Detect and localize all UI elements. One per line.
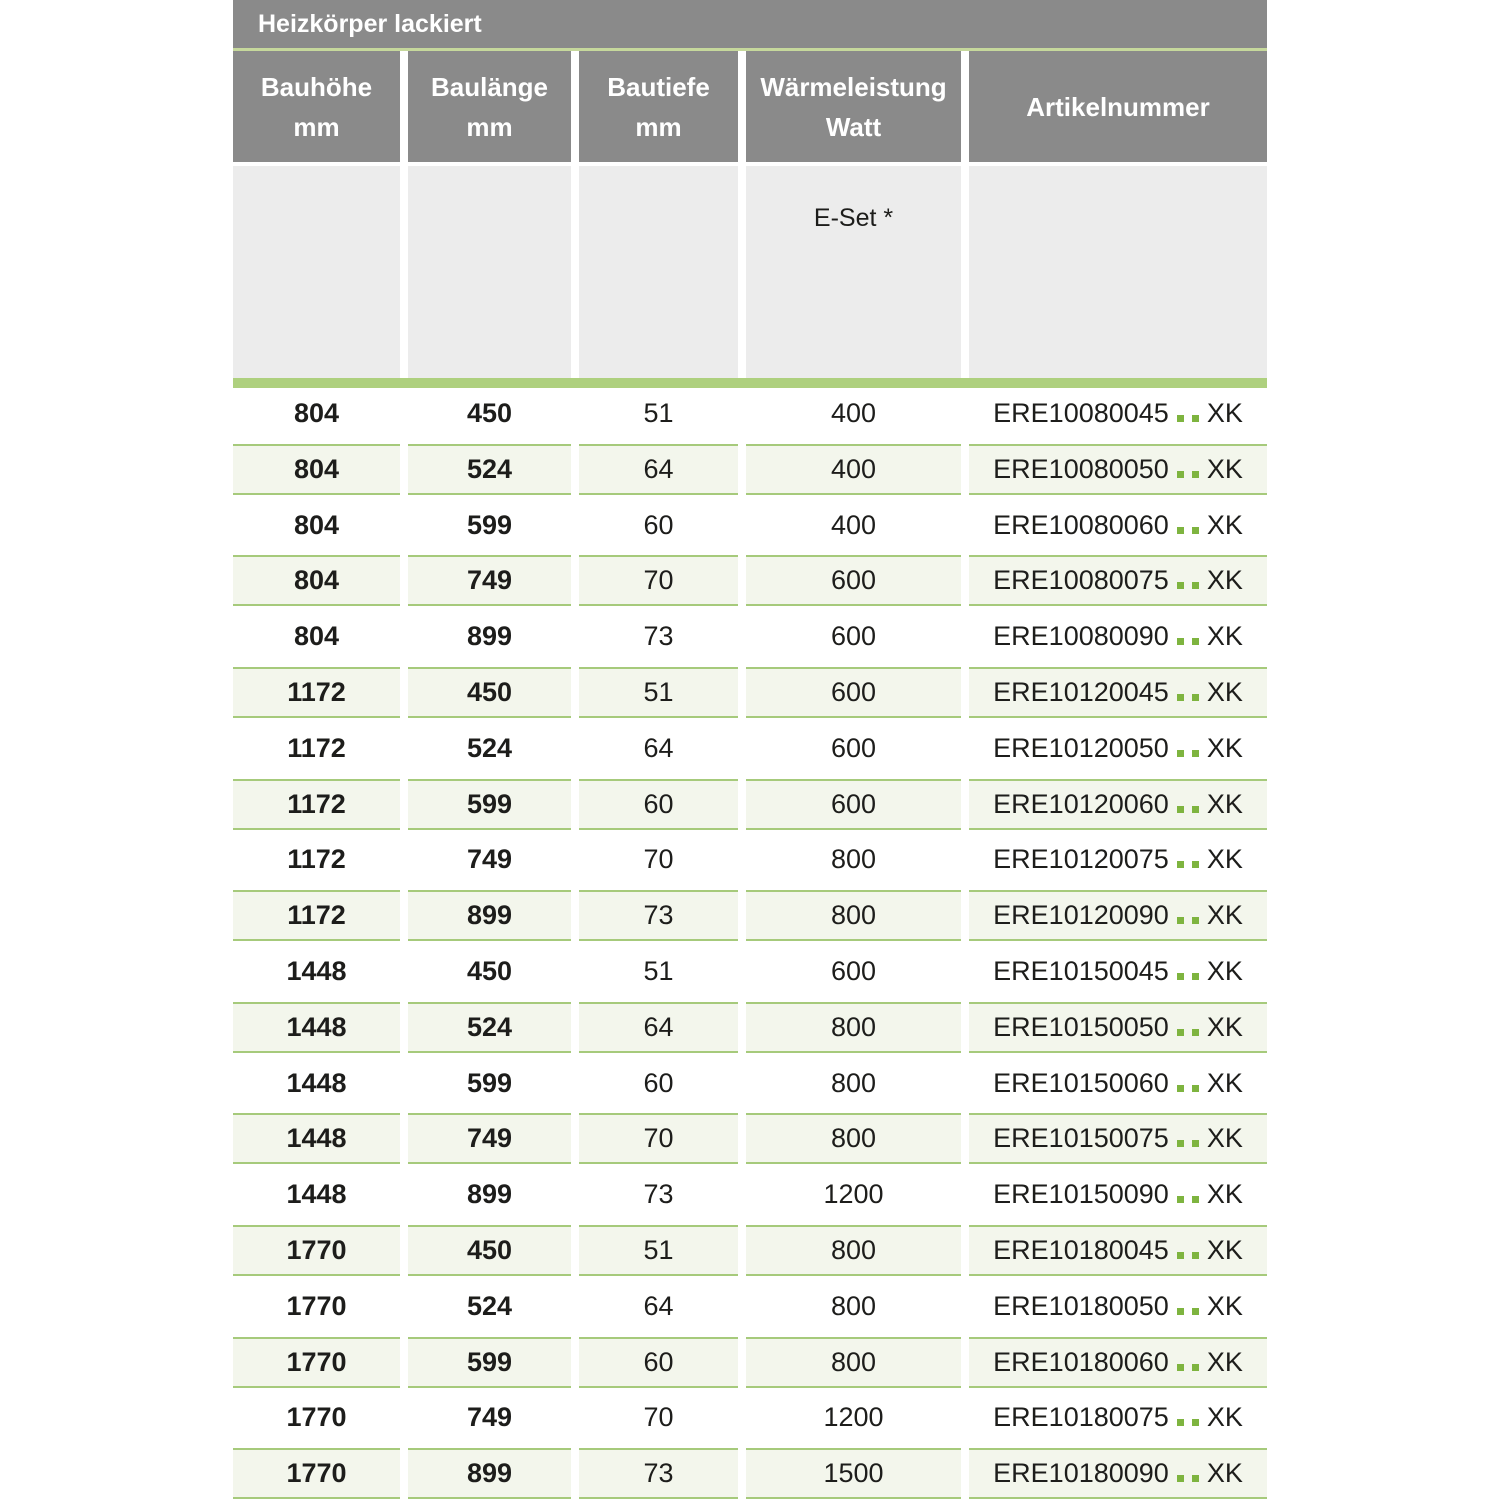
article-number: ERE10120045 XK <box>993 676 1243 707</box>
placeholder-dot-icon <box>1177 1196 1184 1203</box>
placeholder-dot-icon <box>1192 1364 1199 1371</box>
cell-waermeleistung: 800 <box>746 1337 961 1388</box>
subheader-row <box>233 166 1267 378</box>
header-label: Artikelnummer <box>1026 91 1210 122</box>
cell-baulaenge: 899 <box>408 890 571 941</box>
table-row <box>233 611 1267 662</box>
cell-baulaenge: 899 <box>466 1179 513 1210</box>
placeholder-dot-icon <box>1177 1029 1184 1036</box>
placeholder-dot-icon <box>1192 1029 1199 1036</box>
eset-label: E-Set * <box>813 204 894 232</box>
cell-baulaenge: 524 <box>408 444 571 495</box>
table-row <box>233 890 1267 941</box>
header-unit: Watt <box>825 111 882 142</box>
cell-baulaenge: 524 <box>408 1002 571 1053</box>
cell-bautiefe: 73 <box>643 621 674 652</box>
header-separator-line <box>233 378 1267 388</box>
cell-artikelnummer <box>969 1337 1267 1388</box>
cell-bauhoehe: 804 <box>293 398 340 428</box>
table-row <box>233 667 1267 718</box>
cell-waermeleistung: 400 <box>746 444 961 495</box>
table-row <box>233 1392 1267 1443</box>
cell-waermeleistung: 800 <box>746 1002 961 1053</box>
table-body <box>233 388 1267 1499</box>
placeholder-dot-icon <box>1177 638 1184 645</box>
cell-baulaenge: 899 <box>408 1448 571 1499</box>
cell-bautiefe: 64 <box>643 732 674 763</box>
table-row <box>233 500 1267 551</box>
cell-bauhoehe: 1172 <box>233 890 400 941</box>
placeholder-dot-icon <box>1192 1475 1199 1482</box>
cell-bautiefe: 60 <box>643 1067 674 1098</box>
cell-bauhoehe: 1448 <box>286 1067 347 1098</box>
header-label: Bauhöhe <box>260 71 373 102</box>
cell-bautiefe: 64 <box>643 1290 674 1321</box>
placeholder-dot-icon <box>1192 1308 1199 1315</box>
table-row <box>233 555 1267 606</box>
cell-bauhoehe: 1448 <box>233 1002 400 1053</box>
placeholder-dot-icon <box>1192 694 1199 701</box>
table-row <box>233 1448 1267 1499</box>
cell-artikelnummer <box>969 1392 1267 1443</box>
cell-baulaenge: 749 <box>408 1113 571 1164</box>
placeholder-dot-icon <box>1192 1140 1199 1147</box>
cell-waermeleistung: 800 <box>746 1113 961 1164</box>
cell-baulaenge: 749 <box>466 1402 513 1433</box>
cell-waermeleistung: 1200 <box>823 1402 884 1433</box>
cell-bauhoehe: 1172 <box>287 732 346 763</box>
cell-artikelnummer <box>969 1169 1267 1220</box>
cell-artikelnummer <box>969 1058 1267 1109</box>
cell-waermeleistung: 400 <box>830 398 877 428</box>
cell-bautiefe: 64 <box>579 444 738 495</box>
cell-bauhoehe: 1172 <box>233 667 400 718</box>
table-row <box>233 723 1267 774</box>
cell-baulaenge: 599 <box>408 1337 571 1388</box>
placeholder-dot-icon <box>1177 1140 1184 1147</box>
column-header-row <box>233 51 1267 162</box>
cell-bautiefe: 70 <box>643 1402 674 1433</box>
cell-bauhoehe: 1448 <box>286 955 347 986</box>
header-artikelnummer <box>969 51 1267 162</box>
header-bauhoehe <box>233 51 400 162</box>
cell-bauhoehe: 1448 <box>233 1113 400 1164</box>
header-label: Bautiefe <box>607 71 710 102</box>
header-unit: mm <box>635 111 682 142</box>
placeholder-dot-icon <box>1192 1252 1199 1259</box>
cell-bauhoehe: 1770 <box>233 1448 400 1499</box>
placeholder-dot-icon <box>1192 1085 1199 1092</box>
placeholder-dot-icon <box>1177 1419 1184 1426</box>
cell-artikelnummer <box>969 500 1267 551</box>
cell-bauhoehe: 1770 <box>233 1225 400 1276</box>
cell-bautiefe: 64 <box>579 1002 738 1053</box>
cell-bauhoehe: 804 <box>233 444 400 495</box>
cell-bautiefe: 73 <box>643 1179 674 1210</box>
cell-baulaenge: 450 <box>408 1225 571 1276</box>
header-baulaenge <box>408 51 571 162</box>
subheader-cell-waermeleistung <box>746 166 961 378</box>
cell-bauhoehe: 1770 <box>286 1402 347 1433</box>
cell-artikelnummer <box>969 1225 1267 1276</box>
placeholder-dot-icon <box>1192 861 1199 868</box>
article-number: ERE10150045 XK <box>993 955 1243 986</box>
placeholder-dot-icon <box>1177 1308 1184 1315</box>
placeholder-dot-icon <box>1177 806 1184 813</box>
article-number: ERE10150050 XK <box>993 1011 1243 1042</box>
header-bautiefe <box>579 51 738 162</box>
subheader-cell-bautiefe <box>579 166 738 378</box>
cell-waermeleistung: 600 <box>830 732 877 763</box>
cell-artikelnummer <box>969 444 1267 495</box>
cell-bautiefe: 70 <box>643 844 674 875</box>
table-row <box>233 1113 1267 1164</box>
placeholder-dot-icon <box>1192 582 1199 589</box>
cell-waermeleistung: 600 <box>746 555 961 606</box>
cell-bautiefe: 51 <box>579 667 738 718</box>
cell-waermeleistung: 800 <box>830 1067 877 1098</box>
cell-bauhoehe: 1770 <box>233 1337 400 1388</box>
subheader-cell-bauhoehe <box>233 166 400 378</box>
header-label: Baulänge <box>430 71 549 102</box>
cell-waermeleistung: 1500 <box>746 1448 961 1499</box>
placeholder-dot-icon <box>1177 1364 1184 1371</box>
placeholder-dot-icon <box>1177 1252 1184 1259</box>
cell-bauhoehe: 1770 <box>286 1290 347 1321</box>
cell-artikelnummer <box>969 1002 1267 1053</box>
header-unit: mm <box>466 111 513 142</box>
header-waermeleistung <box>746 51 961 162</box>
cell-artikelnummer <box>969 779 1267 830</box>
cell-waermeleistung: 600 <box>830 621 877 652</box>
table-row <box>233 1058 1267 1109</box>
cell-baulaenge: 749 <box>466 844 513 875</box>
article-number: ERE10120050 XK <box>993 732 1243 763</box>
article-number: ERE10120075 XK <box>993 844 1243 875</box>
placeholder-dot-icon <box>1192 415 1199 422</box>
table-row <box>233 1169 1267 1220</box>
cell-bautiefe: 73 <box>579 1448 738 1499</box>
article-number: ERE10120090 XK <box>993 900 1243 931</box>
article-number: ERE10180090 XK <box>993 1458 1243 1489</box>
table-row <box>233 1002 1267 1053</box>
cell-artikelnummer <box>969 1281 1267 1332</box>
table-row <box>233 834 1267 885</box>
cell-bauhoehe: 1172 <box>287 844 346 875</box>
cell-bautiefe: 60 <box>579 779 738 830</box>
cell-waermeleistung: 800 <box>746 1225 961 1276</box>
placeholder-dot-icon <box>1177 471 1184 478</box>
cell-artikelnummer <box>969 723 1267 774</box>
cell-artikelnummer <box>969 555 1267 606</box>
article-number: ERE10080075 XK <box>993 565 1243 596</box>
cell-artikelnummer <box>969 388 1267 439</box>
article-number: ERE10180045 XK <box>993 1234 1243 1265</box>
placeholder-dot-icon <box>1177 582 1184 589</box>
cell-bautiefe: 51 <box>643 955 674 986</box>
cell-artikelnummer <box>969 890 1267 941</box>
placeholder-dot-icon <box>1192 638 1199 645</box>
cell-baulaenge: 524 <box>466 1290 513 1321</box>
cell-baulaenge: 599 <box>408 779 571 830</box>
cell-artikelnummer <box>969 1448 1267 1499</box>
table-row <box>233 779 1267 830</box>
article-number: ERE10180075 XK <box>993 1402 1243 1433</box>
cell-baulaenge: 599 <box>466 509 513 540</box>
cell-waermeleistung: 600 <box>746 667 961 718</box>
table-row <box>233 1337 1267 1388</box>
table-title: Heizkörper lackiert <box>258 9 482 38</box>
subheader-cell-artikelnummer <box>969 166 1267 378</box>
cell-baulaenge: 749 <box>408 555 571 606</box>
article-number: ERE10150090 XK <box>993 1179 1243 1210</box>
cell-bauhoehe: 1172 <box>233 779 400 830</box>
placeholder-dot-icon <box>1177 527 1184 534</box>
cell-waermeleistung: 800 <box>830 844 877 875</box>
cell-bauhoehe: 804 <box>293 509 340 540</box>
article-number: ERE10080050 XK <box>993 453 1243 484</box>
cell-waermeleistung: 400 <box>830 509 877 540</box>
cell-baulaenge: 450 <box>408 667 571 718</box>
placeholder-dot-icon <box>1177 973 1184 980</box>
product-spec-table <box>233 0 1267 1499</box>
cell-bautiefe: 70 <box>579 555 738 606</box>
cell-bautiefe: 60 <box>643 509 674 540</box>
table-row <box>233 1225 1267 1276</box>
cell-baulaenge: 599 <box>466 1067 513 1098</box>
cell-baulaenge: 524 <box>466 732 513 763</box>
header-label: Wärmeleistung <box>760 71 947 102</box>
header-unit: mm <box>293 111 340 142</box>
placeholder-dot-icon <box>1177 917 1184 924</box>
table-row <box>233 946 1267 997</box>
cell-bauhoehe: 804 <box>293 621 340 652</box>
cell-bautiefe: 73 <box>579 890 738 941</box>
article-number: ERE10080090 XK <box>993 621 1243 652</box>
cell-baulaenge: 450 <box>466 955 513 986</box>
cell-artikelnummer <box>969 946 1267 997</box>
cell-waermeleistung: 800 <box>746 890 961 941</box>
article-number: ERE10080060 XK <box>993 509 1243 540</box>
placeholder-dot-icon <box>1192 527 1199 534</box>
placeholder-dot-icon <box>1177 1475 1184 1482</box>
cell-bautiefe: 70 <box>579 1113 738 1164</box>
cell-waermeleistung: 600 <box>830 955 877 986</box>
placeholder-dot-icon <box>1177 694 1184 701</box>
placeholder-dot-icon <box>1192 1419 1199 1426</box>
cell-bauhoehe: 804 <box>233 555 400 606</box>
cell-bautiefe: 60 <box>579 1337 738 1388</box>
placeholder-dot-icon <box>1177 861 1184 868</box>
placeholder-dot-icon <box>1192 471 1199 478</box>
cell-baulaenge: 450 <box>466 398 513 428</box>
cell-artikelnummer <box>969 834 1267 885</box>
placeholder-dot-icon <box>1192 806 1199 813</box>
placeholder-dot-icon <box>1192 1196 1199 1203</box>
cell-bautiefe: 51 <box>579 1225 738 1276</box>
cell-artikelnummer <box>969 667 1267 718</box>
table-row <box>233 1281 1267 1332</box>
table-row <box>233 388 1267 439</box>
article-number: ERE10080045 XK <box>993 398 1243 428</box>
placeholder-dot-icon <box>1192 973 1199 980</box>
article-number: ERE10180060 XK <box>993 1346 1243 1377</box>
cell-artikelnummer <box>969 1113 1267 1164</box>
subheader-cell-baulaenge <box>408 166 571 378</box>
placeholder-dot-icon <box>1192 917 1199 924</box>
placeholder-dot-icon <box>1177 750 1184 757</box>
article-number: ERE10150060 XK <box>993 1067 1243 1098</box>
article-number: ERE10120060 XK <box>993 788 1243 819</box>
cell-waermeleistung: 600 <box>746 779 961 830</box>
cell-bautiefe: 51 <box>643 398 674 428</box>
table-title-bar <box>233 0 1267 48</box>
table-row <box>233 444 1267 495</box>
cell-baulaenge: 899 <box>466 621 513 652</box>
cell-bauhoehe: 1448 <box>286 1179 347 1210</box>
cell-waermeleistung: 800 <box>830 1290 877 1321</box>
article-number: ERE10150075 XK <box>993 1123 1243 1154</box>
placeholder-dot-icon <box>1192 750 1199 757</box>
placeholder-dot-icon <box>1177 415 1184 422</box>
placeholder-dot-icon <box>1177 1085 1184 1092</box>
cell-waermeleistung: 1200 <box>823 1179 884 1210</box>
article-number: ERE10180050 XK <box>993 1290 1243 1321</box>
cell-artikelnummer <box>969 611 1267 662</box>
